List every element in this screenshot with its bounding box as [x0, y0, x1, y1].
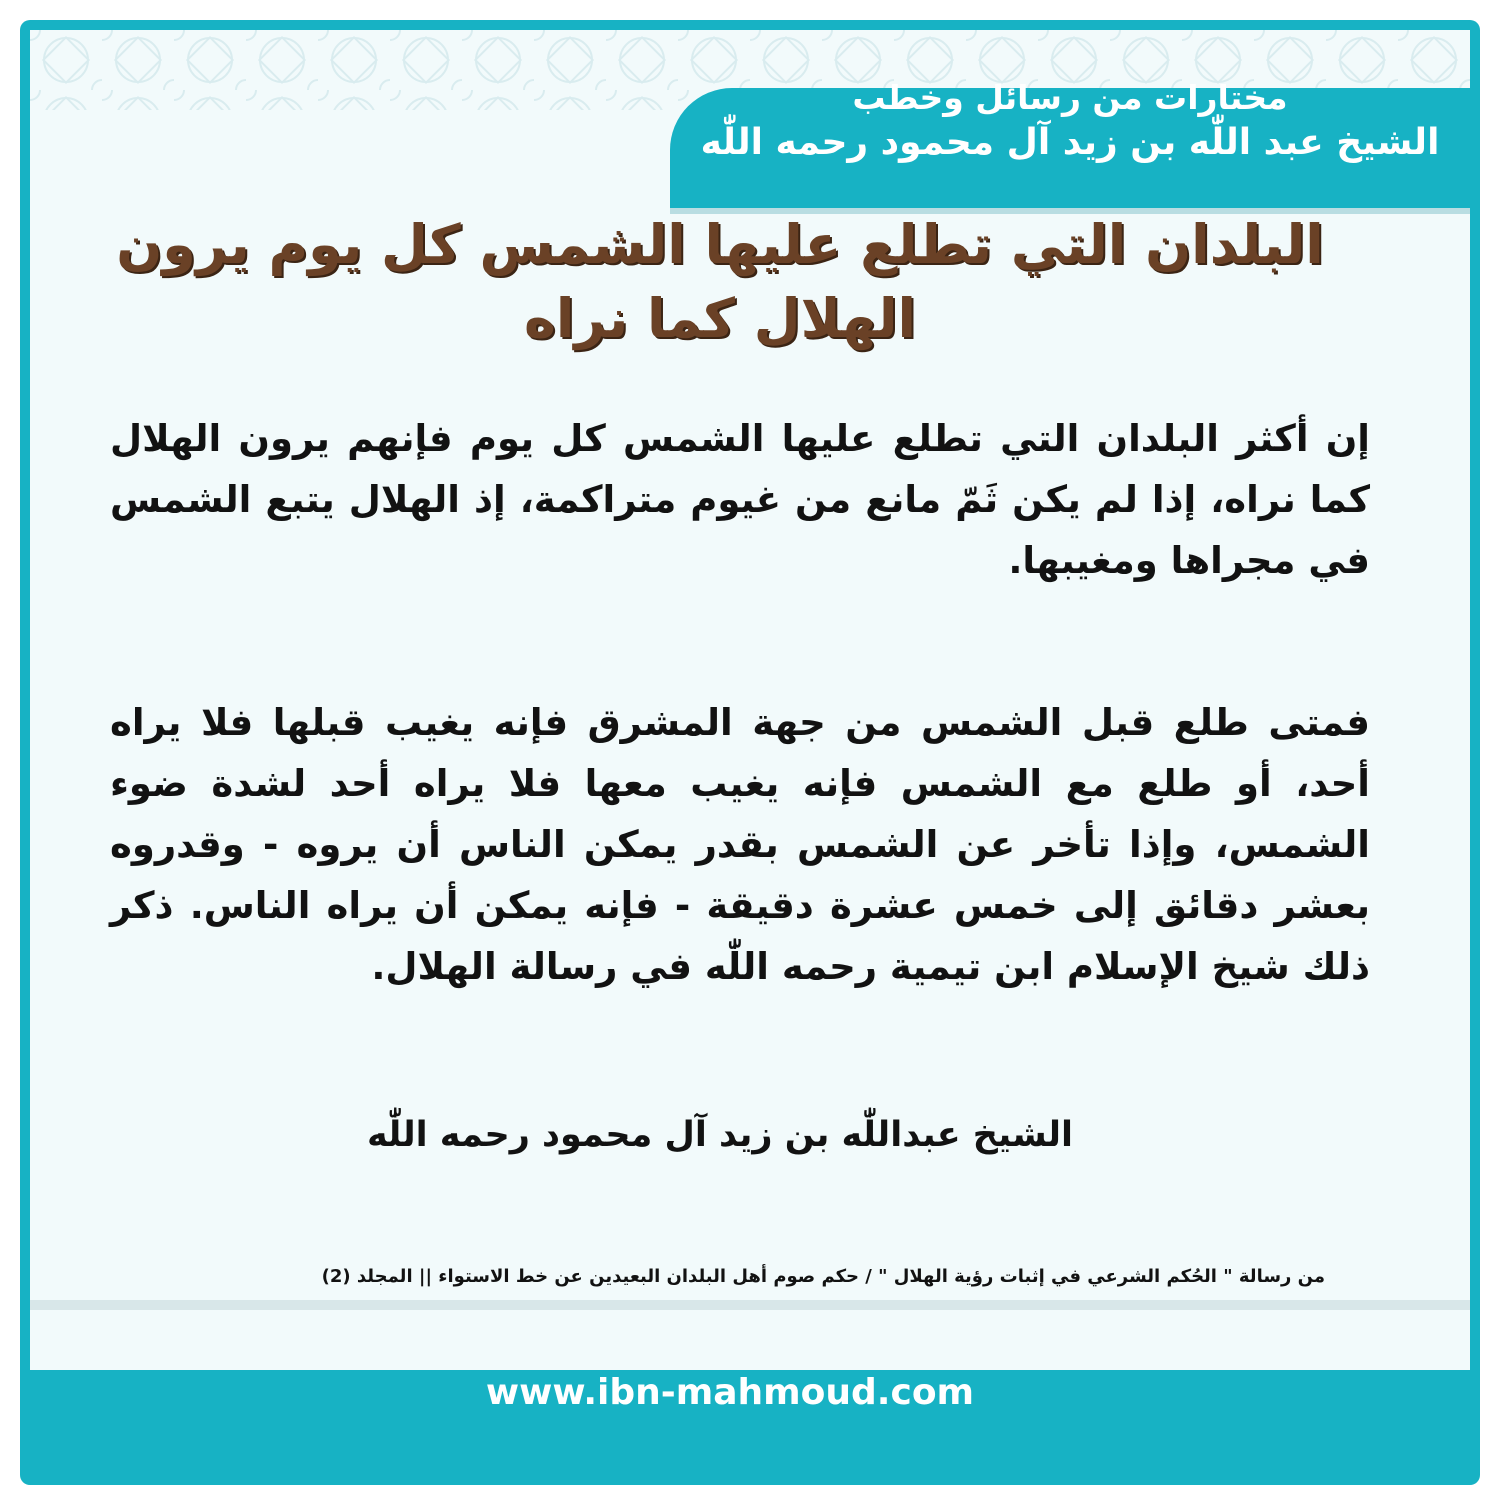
author-signature: الشيخ عبداللّٰه بن زيد آل محمود رحمه اللّٰه [366, 1115, 1074, 1155]
article-paragraph-1: إن أكثر البلدان التي تطلع عليها الشمس كل يوم فإنهم يرون الهلال كما نراه، إذا لم يكن ثَمّ مانع من غيوم متراكمة، إذ الهلال يتبع الشمس في مجراها ومغيبها. [110, 417, 1370, 582]
website-url[interactable]: www.ibn-mahmoud.com [485, 1372, 975, 1413]
header-author-name: الشيخ عبد اللّٰه بن زيد آل محمود رحمه اللّٰه [700, 122, 1440, 163]
header-series-title: مختارات من رسائل وخطب [852, 78, 1288, 117]
source-citation: من رسالة " الحُكم الشرعي في إثبات رؤية الهلال " / حكم صوم أهل البلدان البعيدين عن خط الاستواء || المجلد (2) [321, 1266, 1325, 1287]
article-paragraph-2: فمتى طلع قبل الشمس من جهة المشرق فإنه يغيب قبلها فلا يراه أحد، أو طلع مع الشمس فإنه يغيب معها فلا يراه أحد لشدة ضوء الشمس، وإذا تأخر عن الشمس بقدر يمكن الناس أن يروه - وقدروه بعشر دقائق إلى خمس عشرة دقيقة - فإنه يمكن أن يراه الناس. ذكر ذلك شيخ الإسلام ابن تيمية رحمه اللّٰه في رسالة الهلال. [110, 701, 1370, 988]
article-title: البلدان التي تطلع عليها الشمس كل يوم يرون الهلال كما نراه [116, 213, 1324, 350]
footer-divider [30, 1300, 1470, 1310]
